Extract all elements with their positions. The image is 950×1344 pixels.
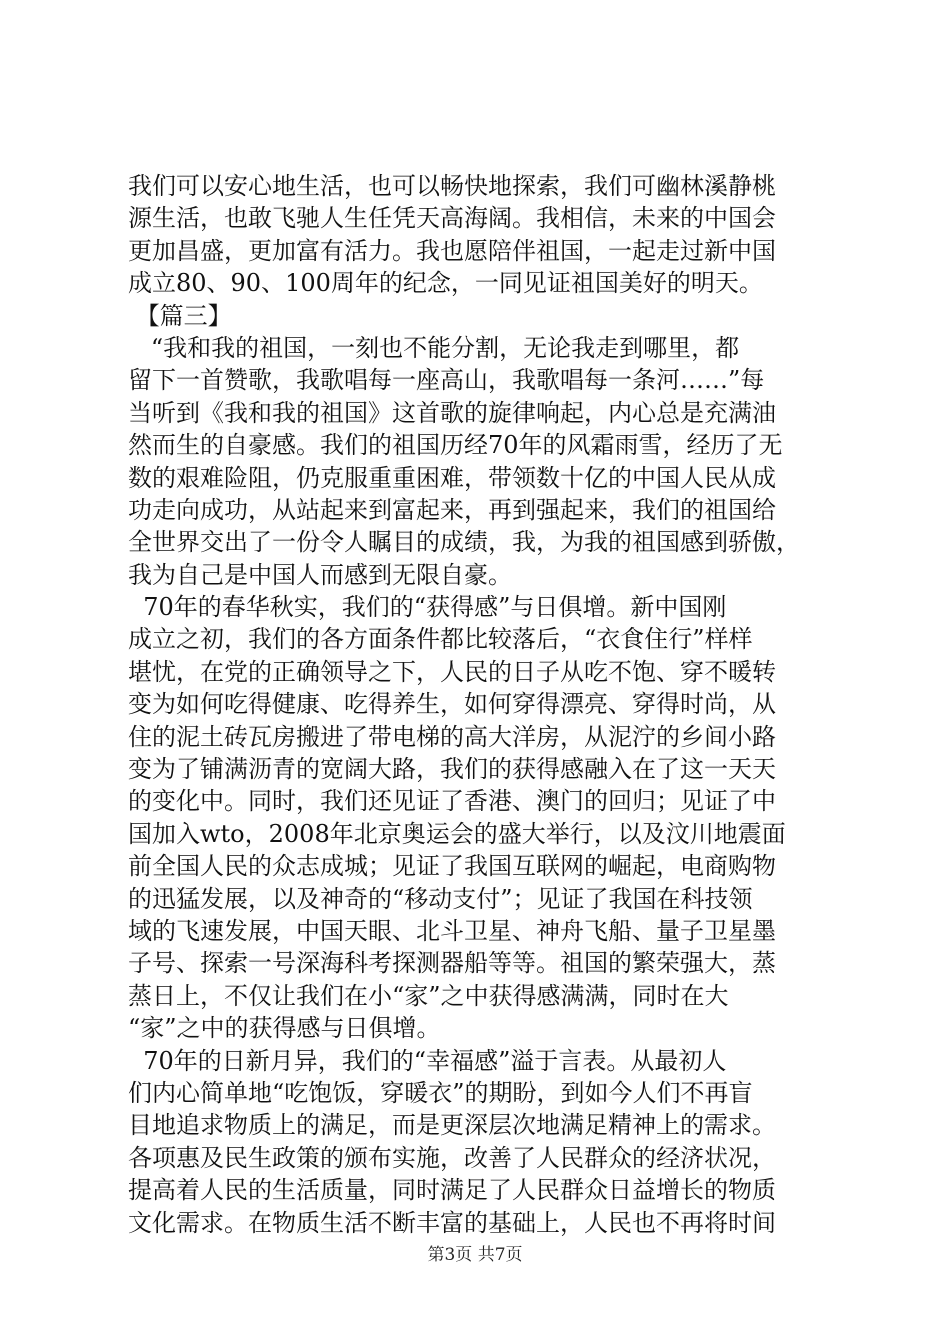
text-line: 子号、探索一号深海科考探测器船等等。祖国的繁荣强大，蒸	[128, 949, 776, 978]
text-line: 当听到《我和我的祖国》这首歌的旋律响起，内心总是充满油	[128, 398, 776, 427]
text-line: 更加昌盛，更加富有活力。我也愿陪伴祖国，一起走过新中国	[128, 236, 776, 265]
text-line: 留下一首赞歌，我歌唱每一座高山，我歌唱每一条河……”每	[128, 366, 765, 395]
text-line: 堪忧，在党的正确领导之下，人民的日子从吃不饱、穿不暖转	[128, 657, 776, 686]
text-line: “我和我的祖国，一刻也不能分割，无论我走到哪里，都	[128, 333, 740, 362]
text-line: 各项惠及民生政策的颁布实施，改善了人民群众的经济状况，	[128, 1143, 776, 1172]
text-line: “家”之中的获得感与日俱增。	[128, 1014, 441, 1043]
text-line: 成立之初，我们的各方面条件都比较落后，“衣食住行”样样	[128, 625, 753, 654]
text-line: 住的泥土砖瓦房搬进了带电梯的高大洋房，从泥泞的乡间小路	[128, 722, 776, 751]
text-line: 成立80、90、100周年的纪念，一同见证祖国美好的明天。	[128, 269, 763, 298]
text-line: 然而生的自豪感。我们的祖国历经70年的风霜雨雪，经历了无	[128, 431, 783, 460]
text-line: 的迅猛发展，以及神奇的“移动支付”；见证了我国在科技领	[128, 884, 753, 913]
text-line: 70年的春华秋实，我们的“获得感”与日俱增。新中国刚	[128, 593, 727, 622]
text-line: 我们可以安心地生活，也可以畅快地探索，我们可幽林溪静桃	[128, 172, 776, 200]
text-line: 源生活，也敢飞驰人生任凭天高海阔。我相信，未来的中国会	[128, 204, 776, 233]
text-line: 全世界交出了一份令人瞩目的成绩，我，为我的祖国感到骄傲，	[128, 528, 800, 557]
text-line: 目地追求物质上的满足，而是更深层次地满足精神上的需求。	[128, 1111, 776, 1140]
text-line: 文化需求。在物质生活不断丰富的基础上，人民也不再将时间	[128, 1208, 776, 1237]
document-body	[128, 170, 848, 1239]
text-line: 提高着人民的生活质量，同时满足了人民群众日益增长的物质	[128, 1176, 776, 1205]
text-line: 变为了铺满沥青的宽阔大路，我们的获得感融入在了这一天天	[128, 755, 776, 784]
text-line: 功走向成功，从站起来到富起来，再到强起来，我们的祖国给	[128, 495, 776, 524]
text-line: 蒸日上，不仅让我们在小“家”之中获得感满满，同时在大	[128, 981, 729, 1010]
text-line: 们内心简单地“吃饱饭，穿暖衣”的期盼，到如今人们不再盲	[128, 1078, 753, 1107]
text-line: 变为如何吃得健康、吃得养生，如何穿得漂亮、穿得时尚，从	[128, 690, 776, 719]
text-line: 的变化中。同时，我们还见证了香港、澳门的回归；见证了中	[128, 787, 776, 816]
text-line: 我为自己是中国人而感到无限自豪。	[128, 560, 512, 589]
page-footer: 第3页 共7页	[427, 1245, 523, 1265]
text-line: 前全国人民的众志成城；见证了我国互联网的崛起，电商购物	[128, 852, 776, 881]
text-line: 域的飞速发展，中国天眼、北斗卫星、神舟飞船、量子卫星墨	[128, 916, 776, 945]
text-line: 70年的日新月异，我们的“幸福感”溢于言表。从最初人	[128, 1046, 727, 1075]
text-line: 数的艰难险阻，仍克服重重困难，带领数十亿的中国人民从成	[128, 463, 776, 492]
text-line: 【篇三】	[128, 301, 232, 330]
text-line: 国加入wto，2008年北京奥运会的盛大举行，以及汶川地震面	[128, 819, 786, 848]
